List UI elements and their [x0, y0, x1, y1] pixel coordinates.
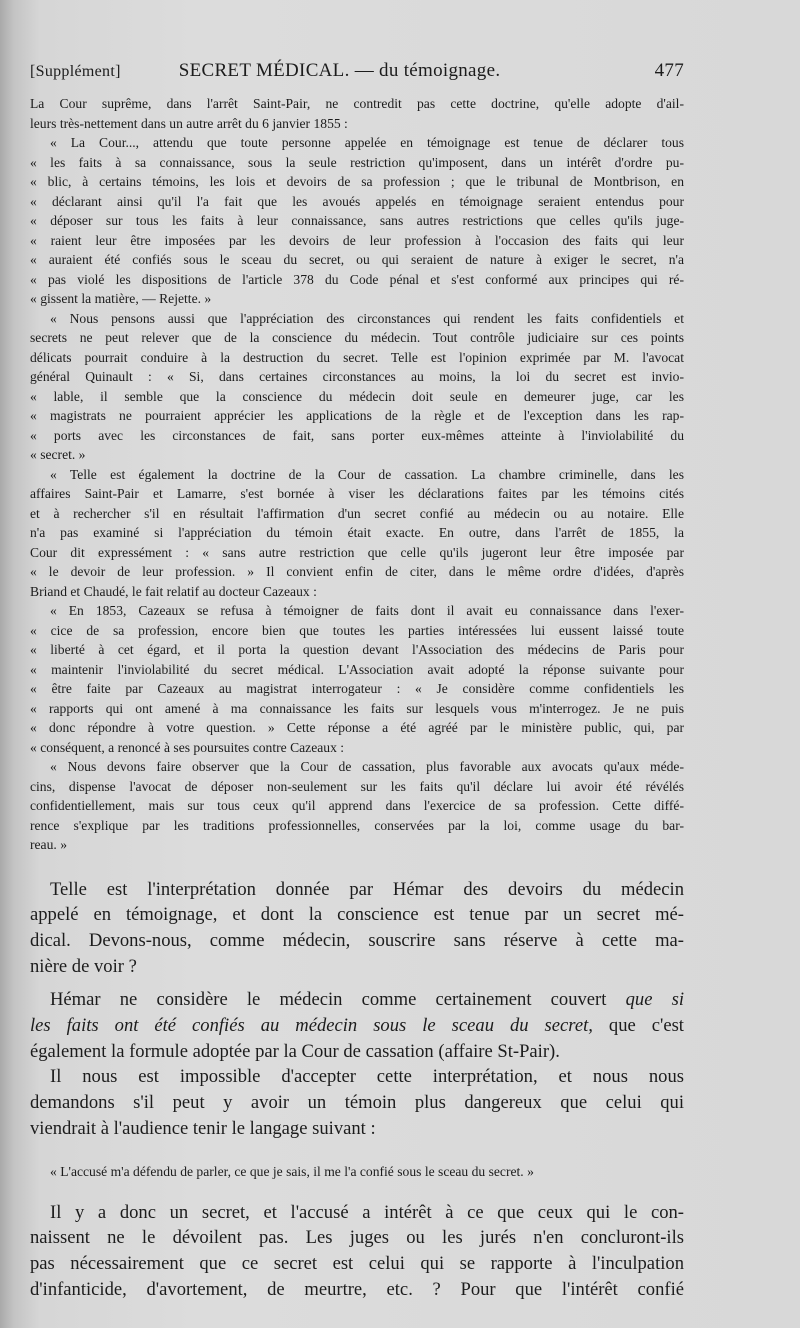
text-line: Il y a donc un secret, et l'accusé a intérêt à ce que ceux qui le con- — [50, 1201, 684, 1223]
text-line: « magistrats ne pourraient apprécier les applications de la règle et de l'exception dans les rap- — [30, 408, 684, 423]
text-line: reau. » — [30, 837, 67, 852]
text-line: et à rechercher s'il en résultait l'affirmation d'un secret confié au médecin ou au notaire. Elle — [30, 505, 684, 521]
text-line: secrets ne peut relever que de la conscience du médecin. Tout contrôle judiciaire sur ces points — [30, 330, 684, 345]
main-paragraph-2 — [30, 987, 684, 1064]
text-line: « ports avec les circonstances de fait, sans porter eux-mêmes atteinte à l'inviolabilité du — [30, 427, 684, 443]
text-line: Cour dit expressément : « sans autre restriction que celle qu'ils jugeront leur être imposée par — [30, 544, 684, 560]
text-line: « raient leur être imposées par les devoirs de leur profession à l'occasion des faits qui leur — [30, 232, 684, 248]
text-line: « cice de sa profession, encore bien que toutes les parties intéressées lui eussent laissé toute — [30, 622, 684, 638]
text-line: « donc répondre à votre question. » Cette réponse a été agréé par le ministère public, qui, par — [30, 720, 684, 735]
text-line: leurs très-nettement dans un autre arrêt du 6 janvier 1855 : — [30, 115, 348, 131]
text-line: Il nous est impossible d'accepter cette interprétation, et nous nous — [50, 1066, 684, 1088]
text-line: « Telle est également la doctrine de la Cour de cassation. La chambre criminelle, dans les — [50, 466, 684, 482]
text-line: « lable, il semble que la conscience du médecin doit seule en demeurer juge, car les — [30, 388, 684, 404]
quoted-statement: « L'accusé m'a défendu de parler, ce que je sais, il me l'a confié sous le sceau du secret. » — [50, 1163, 534, 1179]
text-line: « le devoir de leur profession. » Il convient enfin de citer, dans le même ordre d'idées, d'après — [30, 564, 684, 579]
text-line: dical. Devons-nous, comme médecin, souscrire sans réserve à cette ma- — [30, 929, 684, 951]
running-head-section: [Supplément] — [30, 63, 121, 80]
text-line: « déclarant ainsi qu'il l'a fait que les avoués appelés en témoignage seraient entendus pour — [30, 193, 684, 209]
text-line: Briand et Chaudé, le fait relatif au docteur Cazeaux : — [30, 583, 317, 599]
text-line: « rapports qui ont amené à ma connaissance les faits sur lesquels vous m'interrogez. Je ne puis — [30, 700, 684, 716]
text-line: « secret. » — [30, 447, 86, 462]
text-line: général Quinault : « Si, dans certaines circonstances au moins, la loi du secret est invio- — [30, 369, 684, 384]
text-line: n'a pas examiné si l'appréciation du témoin était exacte. En outre, dans l'arrêt de 1855, la — [30, 525, 684, 540]
paragraph-line — [30, 1013, 684, 1039]
page-content — [30, 60, 684, 1302]
text-line: « conséquent, a renoncé à ses poursuites contre Cazeaux : — [30, 739, 345, 755]
text-line: appelé en témoignage, et dont la conscience est tenue par un secret mé- — [30, 904, 684, 926]
text-line: « gissent la matière, — Rejette. » — [30, 291, 212, 306]
text-line: « maintenir l'inviolabilité du secret médical. L'Association avait adopté la réponse suivante pour — [30, 661, 684, 677]
italic-span: les faits ont été confiés au médecin sous le sceau du secret, — [30, 1015, 593, 1037]
text-line: nière de voir ? — [30, 955, 137, 977]
text-span: que c'est — [608, 1015, 684, 1037]
running-head-title: SECRET MÉDICAL. — du témoignage. — [178, 60, 501, 81]
text-line: naissent ne le dévoilent pas. Les juges ou les jurés n'en concluront-ils — [30, 1227, 684, 1249]
text-line: Telle est l'interprétation donnée par Hémar des devoirs du médecin — [50, 878, 684, 900]
main-paragraph-3 — [30, 1064, 684, 1141]
small-print-text — [30, 94, 684, 855]
paragraph-line — [30, 987, 684, 1013]
italic-span: que si — [625, 989, 685, 1011]
text-line: « les faits à sa connaissance, sous la seule restriction qu'imposent, dans un intérêt d'ordre pu- — [30, 154, 684, 170]
text-line: viendrait à l'audience tenir le langage suivant : — [30, 1117, 376, 1139]
text-line: rence s'explique par les traditions professionnelles, conservées par la loi, comme usage du bar- — [30, 817, 684, 833]
main-paragraph-4 — [30, 1200, 684, 1303]
text-line: « Nous devons faire observer que la Cour de cassation, plus favorable aux avocats qu'aux méde- — [50, 759, 684, 774]
text-span: Hémar ne considère le médecin comme certainement couvert — [50, 989, 607, 1011]
text-line: cins, dispense l'avocat de déposer non-seulement sur les faits qu'il déclare lui avoir été révélés — [30, 778, 684, 794]
text-line: « Nous pensons aussi que l'appréciation des circonstances qui rendent les faits confidentiels et — [50, 310, 684, 326]
text-line: « pas violé les dispositions de l'article 378 du Code pénal et s'est conformé aux principes qui ré- — [30, 271, 684, 287]
text-line: d'infanticide, d'avortement, de meurtre, etc. ? Pour que l'intérêt confié — [30, 1278, 684, 1300]
text-line: confidentiellement, mais sur tous ceux qu'il apprend dans l'exercice de sa profession. Cette diffé- — [30, 798, 684, 813]
text-line: pas nécessairement que ce secret est celui qui se rapporte à l'inculpation — [30, 1252, 684, 1274]
page-number: 477 — [654, 60, 684, 81]
text-line: affaires Saint-Pair et Lamarre, s'est bornée à viser les déclarations faites par les témoins cités — [30, 486, 684, 501]
text-line: délicats pourrait conduire à la destruction du secret. Telle est l'opinion exprimée par M. l'avocat — [30, 349, 684, 365]
text-line: « La Cour..., attendu que toute personne appelée en témoignage est tenue de déclarer tous — [50, 135, 684, 150]
text-line: « être faite par Cazeaux au magistrat interrogateur : « Je considère comme confidentiels les — [30, 681, 684, 696]
paragraph-line: également la formule adoptée par la Cour de cassation (affaire St-Pair). — [30, 1040, 560, 1062]
main-paragraph-1 — [30, 877, 684, 980]
text-line: « liberté à cet égard, et il porta la question devant l'Association des médecins de Paris pour — [30, 642, 684, 657]
text-line: La Cour suprême, dans l'arrêt Saint-Pair, ne contredit pas cette doctrine, qu'elle adopte d'ail- — [30, 96, 684, 111]
text-line: « déposer sur tous les faits à leur connaissance, sans autres restrictions que celles qu'ils juge- — [30, 213, 684, 228]
text-line: « blic, à certains témoins, les lois et devoirs de sa profession ; que le tribunal de Montbrison, en — [30, 174, 684, 189]
text-line: « auraient été confiés sous le sceau du secret, ou qui seraient de nature à exiger le secret, n'a — [30, 252, 684, 267]
text-line: demandons s'il peut y avoir un témoin plus dangereux que celui qui — [30, 1092, 684, 1114]
running-head — [30, 60, 684, 90]
text-line: « En 1853, Cazeaux se refusa à témoigner de faits dont il avait eu connaissance dans l'exer- — [50, 603, 684, 618]
